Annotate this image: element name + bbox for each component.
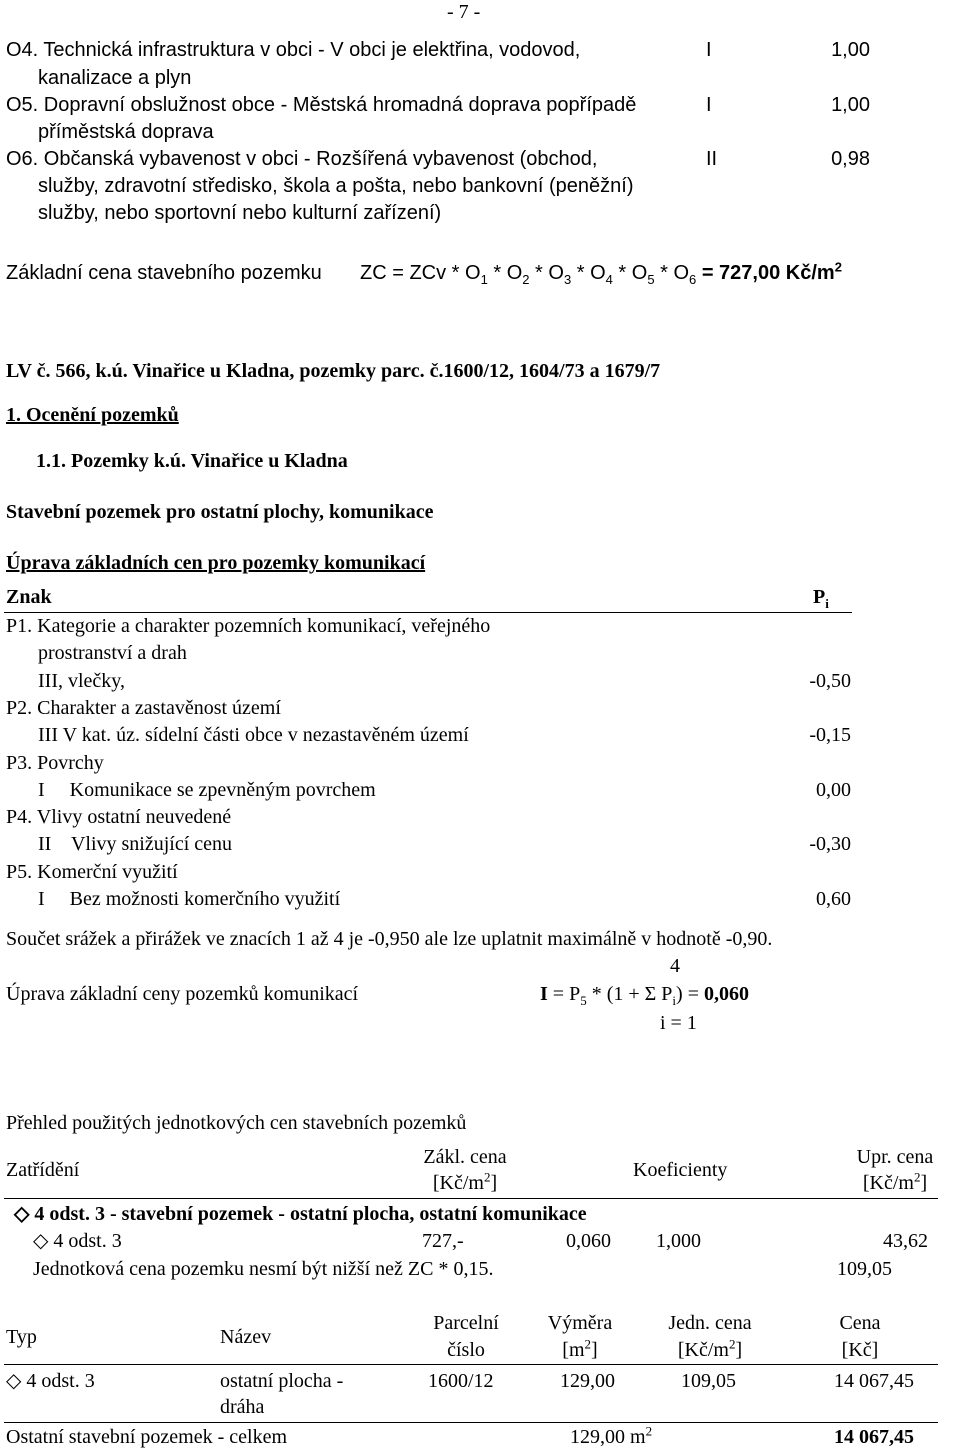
h-vymera: Výměra (547, 1312, 613, 1334)
parcels-divider (4, 1364, 938, 1365)
adjustment-row-label: prostranství a drah (38, 642, 187, 665)
overview-divider (4, 1198, 938, 1199)
adjust-label: Úprava základní ceny pozemků komunikací (6, 983, 359, 1005)
h-jedn-cena: Jedn. cena (668, 1312, 752, 1334)
col-code-header: Znak (6, 586, 52, 608)
adjust-result: 0,060 (703, 983, 749, 1005)
adjustment-row-label: P2. Charakter a zastavěnost území (6, 696, 281, 719)
factor-value: 0,98 (831, 148, 870, 170)
adjustment-row-value: 0,60 (816, 888, 851, 910)
parcel-nazev-2: dráha (220, 1396, 265, 1418)
h-koeficienty: Koeficienty (633, 1159, 728, 1181)
overview-group: ◇ 4 odst. 3 - stavební pozemek - ostatní plocha, ostatní komunikace (14, 1203, 587, 1225)
factor-class: I (706, 94, 712, 116)
factor-value: 1,00 (831, 94, 870, 116)
parcel-nazev-1: ostatní plocha - (220, 1370, 344, 1392)
parcel-typ: ◇ 4 odst. 3 (6, 1370, 95, 1392)
adjustment-row-value: -0,50 (809, 669, 851, 692)
overview-row-upr: 43,62 (883, 1230, 928, 1252)
h-upr-unit: $[Kč/m^2]$ (862, 1169, 928, 1194)
overview-row-zatrideni: ◇ 4 odst. 3 (33, 1230, 122, 1252)
factor-value: 1,00 (831, 39, 870, 61)
h-parcelni: Parcelní (433, 1312, 499, 1334)
h-zakl-unit: $[Kč/m^2]$ (432, 1169, 498, 1194)
h-cena: Cena (839, 1312, 881, 1334)
h-zatrideni: Zatřídění (6, 1159, 80, 1181)
h-jedn-unit: $[Kč/m^2]$ (677, 1336, 743, 1361)
parcels-total-divider (4, 1422, 938, 1423)
adjustment-row-label: P3. Povrchy (6, 751, 104, 774)
factor-line: O5. Dopravní obslužnost obce - Městská hromadná doprava popřípadě (6, 94, 637, 116)
factor-class: II (706, 148, 718, 170)
h-zakl-cena: Zákl. cena (423, 1146, 507, 1168)
adjustment-row-label: III V kat. úz. sídelní části obce v nezastavěném území (38, 724, 469, 747)
table-divider (4, 612, 852, 613)
base-price-sup: 2 (834, 259, 842, 275)
overview-title: Přehled použitých jednotkových cen stavebních pozemků (6, 1112, 467, 1134)
total-price: 14 067,45 (834, 1426, 914, 1448)
factor-line: služby, nebo sportovní nebo kulturní zařízení) (38, 202, 442, 224)
overview-row-zakl: 727,- (422, 1230, 464, 1252)
min-price-note: Jednotková cena pozemku nesmí být nižší než ZC * 0,15. (33, 1258, 494, 1280)
factor-line: kanalizace a plyn (38, 67, 192, 89)
adjustment-row-label: P1. Kategorie a charakter pozemních komunikací, veřejného (6, 615, 491, 637)
page-number: - 7 - (447, 1, 481, 23)
h-vymera-unit: $[m^2]$ (562, 1336, 598, 1361)
adjustment-row-label: P5. Komerční využití (6, 860, 178, 883)
factor-line: příměstská doprava (38, 121, 214, 143)
sum-lower-limit: i = 1 (660, 1012, 697, 1034)
h-nazev: Název (220, 1326, 272, 1348)
col-p-header: $P_i$ (813, 586, 829, 611)
h-typ: Typ (6, 1326, 37, 1348)
base-price-formula: ZC = ZCv * $O_1 * O_2 * O_3 * O_4 * O_5 * O_6 = 727,00$ $Kč/m^2$ (360, 259, 842, 287)
total-area: 129,00 $m^2$ (570, 1423, 653, 1448)
adjustment-row-value: -0,30 (809, 833, 851, 856)
parcel-number: 1600/12 (428, 1370, 494, 1392)
adjustment-row-label: I Komunikace se zpevněným povrchem (38, 778, 376, 801)
factor-line: O4. Technická infrastruktura v obci - V obci je elektřina, vodovod, (6, 39, 581, 61)
min-price-value: 109,05 (837, 1258, 892, 1280)
adjust-heading: Úprava základních cen pro pozemky komunikací (6, 552, 426, 574)
factor-line: služby, zdravotní středisko, škola a pošta, nebo bankovní (peněžní) (38, 175, 634, 197)
total-label: Ostatní stavební pozemek - celkem (6, 1426, 288, 1448)
section-heading-1: 1. Ocenění pozemků (6, 404, 179, 426)
land-type-heading: Stavební pozemek pro ostatní plochy, komunikace (6, 501, 434, 523)
adjustment-row-label: III, vlečky, (38, 669, 125, 692)
factor-class: I (706, 39, 712, 61)
parcel-unit-price: 109,05 (681, 1370, 736, 1392)
base-price-result: = 727,00 Kč/m (701, 262, 835, 284)
h-cena-unit: [Kč] (841, 1339, 879, 1361)
lv-title: LV č. 566, k.ú. Vinařice u Kladna, pozemky parc. č.1600/12, 1604/73 a 1679/7 (6, 360, 661, 382)
parcel-area: 129,00 (560, 1370, 615, 1392)
overview-row-koef2: 1,000 (656, 1230, 701, 1252)
adjustment-row-label: I Bez možnosti komerčního využití (38, 888, 341, 910)
section-heading-1-1: 1.1. Pozemky k.ú. Vinařice u Kladna (36, 450, 348, 472)
h-upr-cena: Upr. cena (856, 1146, 934, 1168)
adjustment-row-value: 0,00 (816, 778, 851, 801)
overview-row-koef1: 0,060 (566, 1230, 611, 1252)
adjustment-row-label: P4. Vlivy ostatní neuvedené (6, 806, 232, 829)
base-price-label: Základní cena stavebního pozemku (6, 262, 322, 284)
factor-line: O6. Občanská vybavenost v obci - Rozšířená vybavenost (obchod, (6, 148, 598, 170)
formula-prefix: ZC = ZCv * (360, 262, 460, 284)
adjustment-row-label: II Vlivy snižující cenu (38, 833, 233, 856)
adjustment-row-value: -0,15 (809, 724, 851, 747)
h-cislo: číslo (447, 1339, 485, 1361)
parcel-price: 14 067,45 (834, 1370, 914, 1392)
sum-upper-limit: 4 (670, 955, 680, 977)
adjust-formula: $I = P_5 * (1 + \Sigma$ $P_i) = 0,060$ (540, 983, 749, 1008)
sum-note: Součet srážek a přirážek ve znacích 1 až 4 je -0,950 ale lze uplatnit maximálně v hodnotě -0,90. (6, 928, 773, 950)
